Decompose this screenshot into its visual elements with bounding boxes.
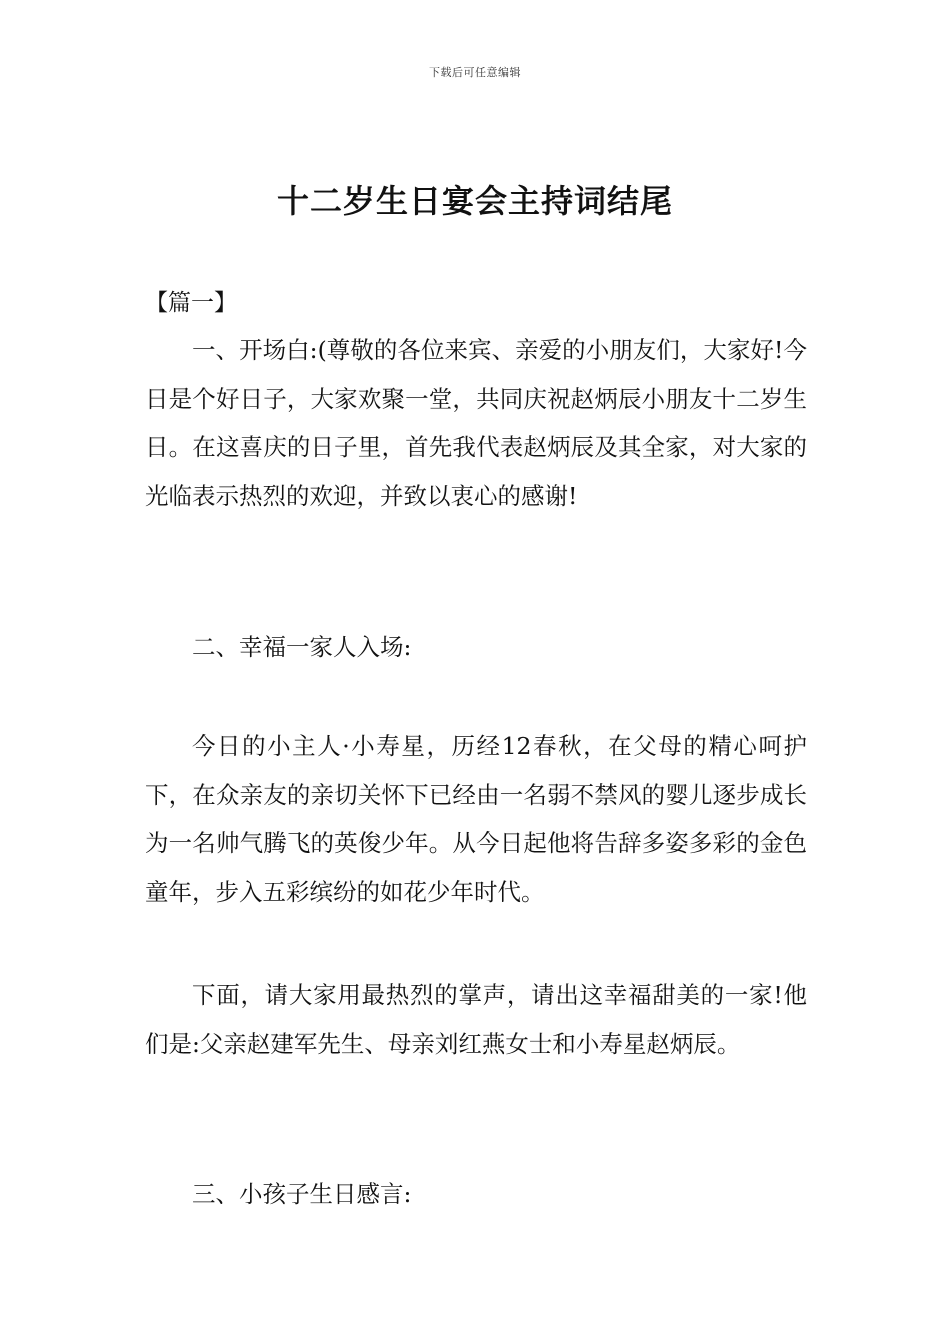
header-note: 下载后可任意编辑 [429, 66, 521, 79]
paragraph-child-speech-heading: 三、小孩子生日感言: [192, 1180, 412, 1208]
paragraph-family-entrance-heading: 二、幸福一家人入场: [192, 633, 412, 661]
paragraph-opening: 一、开场白:(尊敬的各位来宾、亲爱的小朋友们，大家好!今日是个好日子，大家欢聚一堂，共同庆祝赵炳辰小朋友十二岁生日。在这喜庆的日子里，首先我代表赵炳辰及其全家，对大家的光临表示热烈的欢迎，并致以衷心的感谢! [145, 336, 807, 510]
section-label: 【篇一】 [145, 290, 237, 316]
document-title: 十二岁生日宴会主持词结尾 [276, 182, 673, 220]
paragraph-birthday-intro: 今日的小主人·小寿星，历经12春秋，在父母的精心呵护下，在众亲友的亲切关怀下已经由一名弱不禁风的婴儿逐步成长为一名帅气腾飞的英俊少年。从今日起他将告辞多姿多彩的金色童年，步入五彩缤纷的如花少年时代。 [145, 732, 807, 906]
paragraph-family-welcome: 下面，请大家用最热烈的掌声，请出这幸福甜美的一家!他们是:父亲赵建军先生、母亲刘红燕女士和小寿星赵炳辰。 [145, 981, 807, 1058]
